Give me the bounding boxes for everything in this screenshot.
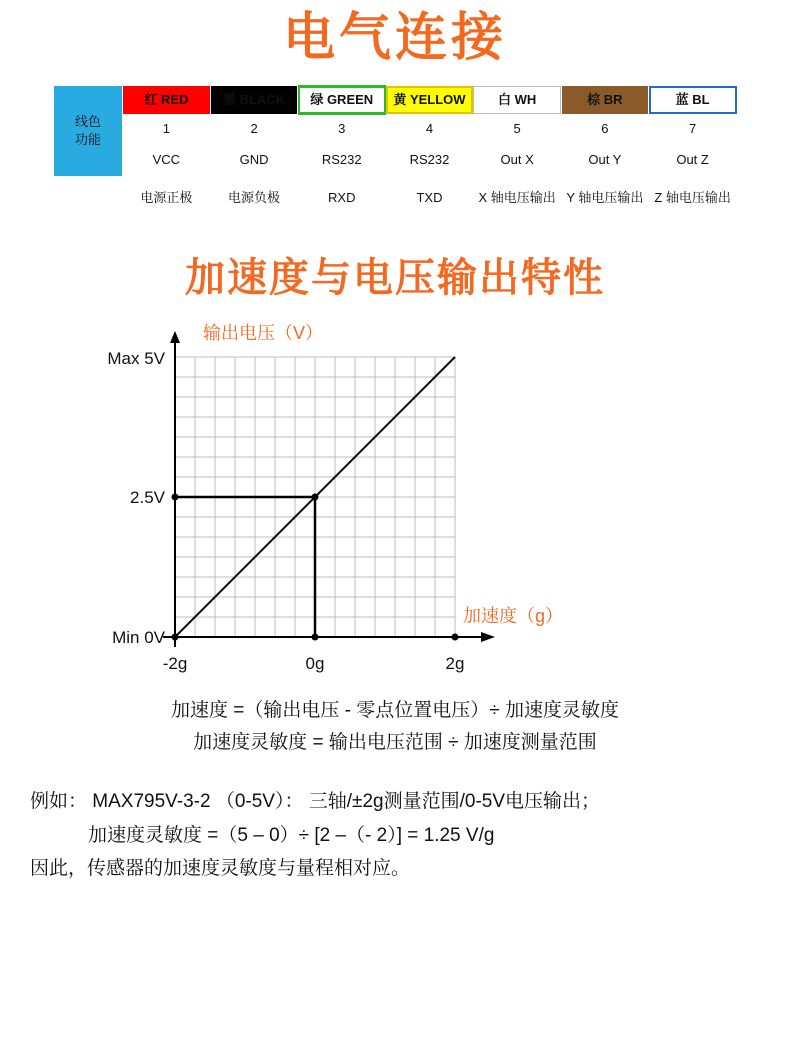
description-cell: RXD xyxy=(298,176,386,219)
wire-color-function-table xyxy=(53,85,737,220)
description-cell: TXD xyxy=(386,176,474,219)
example-line-1: 例如： MAX795V-3-2 （0-5V）： 三轴/±2g测量范围/0-5V电压输出； xyxy=(30,791,601,813)
x-axis-arrow xyxy=(481,632,495,642)
wire-color-cell: 蓝 BL xyxy=(649,86,737,115)
y-tick-label-min: Min 0V xyxy=(112,627,165,647)
x-tick-label-neg2g: -2g xyxy=(162,653,188,673)
row-header-line-1: 线色 xyxy=(74,114,101,130)
y-tick-label-mid: 2.5V xyxy=(130,487,165,507)
table-row-functions xyxy=(54,143,737,176)
page-title: 电气连接 xyxy=(282,9,507,67)
description-cell: Z 轴电压输出 xyxy=(649,176,737,219)
row-header-cell xyxy=(54,86,123,177)
function-cell: Out Y xyxy=(561,143,649,176)
wire-color-cell: 黑 BLACK xyxy=(210,86,298,115)
tick-dot-2p5v xyxy=(172,493,179,500)
function-cell: VCC xyxy=(123,143,211,176)
wire-color-cell: 红 RED xyxy=(123,86,211,115)
pin-number-cell: 5 xyxy=(473,114,561,143)
pin-number-cell: 6 xyxy=(561,114,649,143)
wire-color-cell: 白 WH xyxy=(473,86,561,115)
tick-dot-min xyxy=(172,633,179,640)
wire-color-cell: 黄 YELLOW xyxy=(386,86,474,115)
pin-number-cell: 3 xyxy=(298,114,386,143)
function-cell: RS232 xyxy=(298,143,386,176)
formula-block xyxy=(0,695,790,760)
pin-number-cell: 7 xyxy=(649,114,737,143)
description-cell: Y 轴电压输出 xyxy=(561,176,649,219)
description-cell: X 轴电压输出 xyxy=(473,176,561,219)
formula-line-1: 加速度 =（输出电压 - 零点位置电压）÷ 加速度灵敏度 xyxy=(171,699,619,721)
x-tick-label-2g: 2g xyxy=(445,653,465,673)
description-cell: 电源负极 xyxy=(210,176,298,219)
section-title: 加速度与电压输出特性 xyxy=(185,255,605,300)
y-axis-label: 输出电压（V） xyxy=(203,322,324,343)
acceleration-voltage-chart xyxy=(85,317,705,677)
example-block xyxy=(30,785,790,885)
chart-container xyxy=(0,317,790,687)
tick-dot-zero xyxy=(312,633,319,640)
function-cell: RS232 xyxy=(386,143,474,176)
function-cell: GND xyxy=(210,143,298,176)
example-line-3: 因此，传感器的加速度灵敏度与量程相对应。 xyxy=(30,857,411,879)
example-line-2: 加速度灵敏度 =（5 – 0）÷ [2 –（- 2）] = 1.25 V/g xyxy=(88,824,495,846)
function-cell: Out Z xyxy=(649,143,737,176)
table-row-descriptions xyxy=(54,176,737,219)
pin-number-cell: 4 xyxy=(386,114,474,143)
function-cell: Out X xyxy=(473,143,561,176)
y-tick-label-max: Max 5V xyxy=(107,348,165,368)
pin-number-cell: 1 xyxy=(123,114,211,143)
wire-table-container xyxy=(53,85,737,220)
tick-dot-midpoint xyxy=(312,493,319,500)
y-axis-arrow xyxy=(170,331,180,343)
table-row-colors xyxy=(54,86,737,115)
row-header-line-2: 功能 xyxy=(74,131,101,147)
description-cell: 电源正极 xyxy=(123,176,211,219)
pin-number-cell: 2 xyxy=(210,114,298,143)
tick-dot-max xyxy=(452,633,459,640)
wire-color-cell: 绿 GREEN xyxy=(298,86,386,115)
wire-color-cell: 棕 BR xyxy=(561,86,649,115)
formula-line-2: 加速度灵敏度 = 输出电压范围 ÷ 加速度测量范围 xyxy=(193,732,597,754)
table-row-numbers xyxy=(54,114,737,143)
x-axis-label: 加速度（g） xyxy=(463,605,564,626)
x-tick-label-0g: 0g xyxy=(305,653,325,673)
